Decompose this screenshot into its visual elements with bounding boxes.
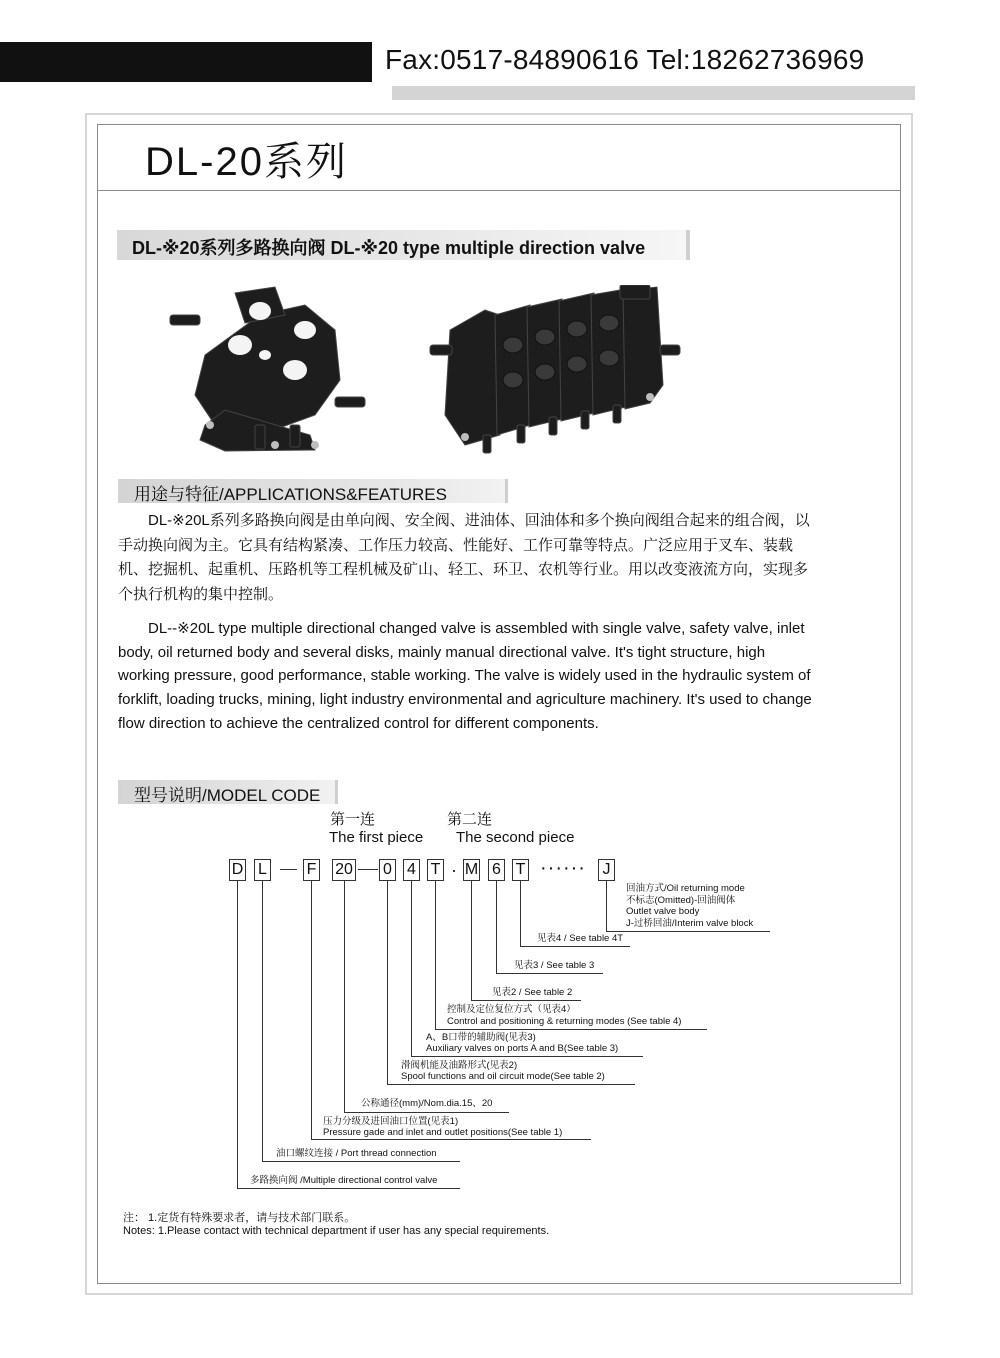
code-ellipsis: ······: [540, 857, 586, 879]
leader-m-vertical: [471, 881, 472, 1000]
leader-l-horizontal: [262, 1161, 460, 1162]
leader-t1-horizontal: [435, 1029, 707, 1030]
features-label-text: 用途与特征/APPLICATIONS&FEATURES: [134, 485, 447, 504]
header-grey-bar: [392, 86, 915, 100]
label-6: 见表3 / See table 3: [514, 960, 595, 971]
features-section-label: [118, 479, 508, 503]
leader-j-vertical: [606, 881, 607, 931]
label-j-3: Outlet valve body: [626, 906, 700, 917]
contact-info: Fax:0517-84890616 Tel:18262736969: [385, 44, 865, 75]
model-code-label-text: 型号说明/MODEL CODE: [134, 786, 321, 805]
label-t2: 见表4 / See table 4T: [537, 933, 624, 944]
code-box-d: D: [229, 859, 246, 881]
label-f-cn: 压力分级及进回油口位置(见表1): [323, 1116, 459, 1127]
leader-4-horizontal: [411, 1056, 643, 1057]
label-m: 见表2 / See table 2: [492, 987, 573, 998]
product-subtitle-banner: [117, 230, 690, 260]
single-valve-photo: [165, 285, 375, 455]
code-box-0: 0: [379, 859, 396, 881]
leader-4-vertical: [411, 881, 412, 1056]
leader-l-vertical: [262, 881, 263, 1161]
leader-f-horizontal: [311, 1139, 591, 1140]
code-box-6: 6: [488, 859, 505, 881]
product-subtitle: DL-※20系列多路换向阀 DL-※20 type multiple direction valve: [132, 238, 646, 258]
code-box-m: M: [463, 859, 480, 881]
leader-t2-horizontal: [520, 946, 630, 947]
multi-valve-photo: [425, 285, 685, 455]
label-4-en: Auxiliary valves on ports A and B(See table 3): [426, 1043, 619, 1054]
code-dash-2: [358, 869, 378, 870]
code-box-t1: T: [427, 859, 444, 881]
leader-t2-vertical: [520, 881, 521, 946]
code-box-j: J: [598, 859, 615, 881]
header-black-bar: [0, 42, 372, 82]
code-box-l: L: [254, 859, 271, 881]
code-box-t2: T: [512, 859, 529, 881]
model-code-section-label: [118, 780, 338, 804]
leader-f-vertical: [311, 881, 312, 1139]
label-4-cn: A、B口带的辅助阀(见表3): [426, 1032, 536, 1043]
note-chinese: 注： 1.定货有特殊要求者，请与技术部门联系。: [123, 1212, 356, 1224]
code-box-4: 4: [403, 859, 420, 881]
code-dash-1: [280, 869, 297, 870]
label-0-en: Spool functions and oil circuit mode(See table 2): [401, 1071, 605, 1082]
leader-0-horizontal: [387, 1084, 635, 1085]
label-0-cn: 滑阀机能及油路形式(见表2): [401, 1060, 518, 1071]
code-box-20: 20: [332, 859, 356, 881]
page-title: DL-20系列: [145, 140, 348, 184]
label-f-en: Pressure gade and inlet and outlet positions(See table 1): [323, 1127, 563, 1138]
leader-j-horizontal: [606, 931, 770, 932]
leader-m-horizontal: [471, 1000, 581, 1001]
second-piece-en: The second piece: [456, 829, 575, 846]
leader-20-vertical: [344, 881, 345, 1112]
note-english: Notes: 1.Please contact with technical department if user has any special requirements.: [123, 1225, 550, 1237]
label-t1-en: Control and positioning & returning modes (See table 4): [447, 1016, 682, 1027]
first-piece-cn: 第一连: [330, 811, 376, 828]
leader-6-vertical: [496, 881, 497, 973]
title-divider: [97, 190, 901, 191]
label-t1-cn: 控制及定位复位方式（见表4）: [447, 1004, 576, 1015]
leader-20-horizontal: [344, 1112, 509, 1113]
leader-0-vertical: [387, 881, 388, 1084]
label-l: 油口螺纹连接 / Port thread connection: [276, 1148, 437, 1159]
leader-d-horizontal: [237, 1188, 460, 1189]
label-20: 公称通径(mm)/Nom.dia.15、20: [361, 1098, 493, 1109]
code-box-f: F: [303, 859, 320, 881]
first-piece-en: The first piece: [329, 829, 424, 846]
leader-d-vertical: [237, 881, 238, 1188]
features-text-chinese: DL-※20L系列多路换向阀是由单向阀、安全阀、进油体、回油体和多个换向阀组合起来的组合阀，以手动换向阀为主。它具有结构紧凑、工作压力较高、性能好、工作可靠等特点。广泛应用于叉车、装载机、挖掘机、起重机、压路机等工程机械及矿山、轻工、环卫、农机等行业。用以改变液流方向，实现多个执行机构的集中控制。: [118, 512, 810, 603]
label-d: 多路换向阀 /Multiple directional control valve: [250, 1175, 438, 1186]
features-text-english: DL--※20L type multiple directional changed valve is assembled with single valve, safety valve, inlet body, oil returned body and several disks, mainly manual directional valve. It's tight structure, high working pressure, good performance, stable working. The valve is widely used in the hydraulic system of forklift, loading trucks, mining, light industry environmental and agriculture machinery. It's used to change flow direction to achieve the centralized control for different components.: [118, 620, 812, 732]
code-separator-dot: ·: [451, 860, 457, 880]
label-j-2: 不标志(Omitted)-回油阀体: [626, 895, 736, 906]
leader-t1-vertical: [435, 881, 436, 1029]
label-j-4: J-过桥回油/Interim valve block: [626, 918, 754, 929]
second-piece-cn: 第二连: [447, 811, 493, 828]
leader-6-horizontal: [496, 973, 603, 974]
label-j-1: 回油方式/Oil returning mode: [626, 883, 745, 894]
